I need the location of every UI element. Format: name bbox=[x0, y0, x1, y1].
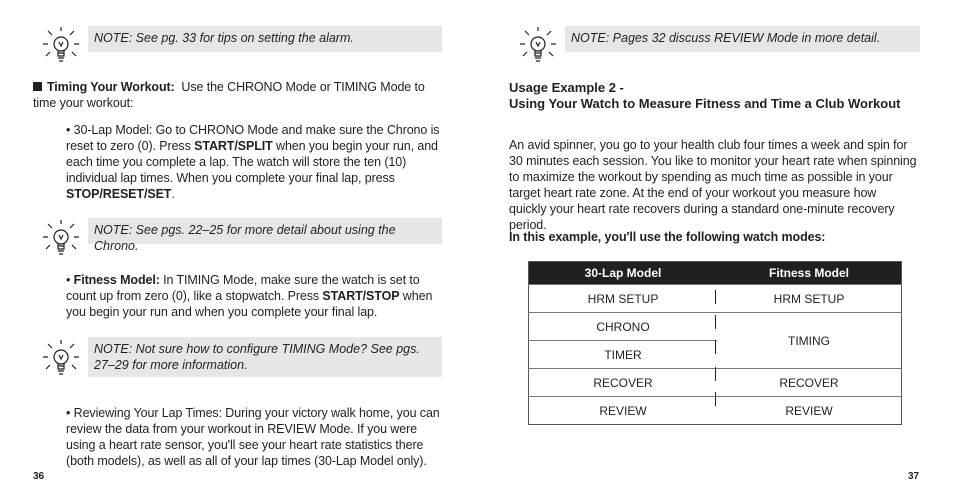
bullet-30-lap-model: • 30-Lap Model: Go to CHRONO Mode and make sure the Chrono is reset to zero (0). Press START/SPLIT when you begin your run, and each time you complete a lap. The watch will store the ten (10) individual lap times. When you complete your final lap, press STOP/RESET/SET. bbox=[66, 123, 440, 201]
table-header-row bbox=[529, 262, 902, 285]
bullet-fitness-model: • Fitness Model: In TIMING Mode, make sure the watch is set to count up from zero (0), like a stopwatch. Press START/STOP when you begin your run and when you complete your final lap. bbox=[66, 273, 433, 319]
fitness-model-label: Fitness Model: bbox=[73, 273, 160, 287]
separator-mark bbox=[715, 290, 716, 304]
key-stop-reset-set: STOP/RESET/SET bbox=[66, 187, 172, 201]
table-cell: RECOVER bbox=[529, 369, 718, 397]
separator-mark bbox=[715, 392, 716, 406]
lightbulb-icon bbox=[517, 25, 559, 69]
separator-mark bbox=[715, 315, 716, 329]
separator-mark bbox=[715, 340, 716, 354]
note-chrono-detail: NOTE: See pgs. 22–25 for more detail about using the Chrono. bbox=[88, 218, 442, 244]
table-cell: REVIEW bbox=[529, 397, 718, 425]
square-bullet-icon bbox=[33, 82, 42, 91]
table-cell: RECOVER bbox=[717, 369, 902, 397]
table-cell: TIMER bbox=[529, 341, 718, 369]
page-number-right: 37 bbox=[908, 471, 920, 482]
timing-text: Use the CHRONO Mode or TIMING Mode to time your workout: bbox=[33, 80, 425, 110]
timing-workout-section bbox=[33, 79, 445, 111]
table-cell: CHRONO bbox=[529, 313, 718, 341]
key-start-split: START/SPLIT bbox=[194, 139, 273, 153]
lightbulb-icon bbox=[40, 218, 82, 262]
note-review-mode: NOTE: Pages 32 discuss REVIEW Mode in more detail. bbox=[565, 26, 920, 52]
page-number-left: 36 bbox=[33, 471, 45, 482]
watch-modes-lead: In this example, you'll use the following watch modes: bbox=[509, 230, 826, 244]
usage-example-heading: Usage Example 2 - Using Your Watch to Measure Fitness and Time a Club Workout bbox=[509, 80, 901, 111]
note-timing-config: NOTE: Not sure how to configure TIMING Mode? See pgs. 27–29 for more information. bbox=[88, 337, 442, 377]
table-cell: HRM SETUP bbox=[717, 285, 902, 313]
lightbulb-icon bbox=[40, 25, 82, 69]
usage-paragraph: An avid spinner, you go to your health club four times a week and spin for 30 minutes each session. You like to monitor your heart rate when spinning to maximize the workout by spending as much time as possible in your target heart rate zone. At the end of your workout you measure how quickly your heart rate recovers during a standard one-minute recovery period. bbox=[509, 138, 917, 232]
key-start-stop: START/STOP bbox=[322, 289, 400, 303]
column-header-fitness: Fitness Model bbox=[717, 262, 902, 285]
table-cell: HRM SETUP bbox=[529, 285, 718, 313]
lightbulb-icon bbox=[40, 338, 82, 382]
note-alarm-tip: NOTE: See pg. 33 for tips on setting the alarm. bbox=[88, 26, 442, 52]
timing-heading: Timing Your Workout: bbox=[47, 80, 175, 94]
separator-mark bbox=[715, 367, 716, 381]
table-cell-timing: TIMING bbox=[717, 313, 902, 369]
table-cell: REVIEW bbox=[717, 397, 902, 425]
bullet-reviewing-lap-times: • Reviewing Your Lap Times: During your victory walk home, you can review the data from your workout in REVIEW Mode. If you were using a heart rate sensor, you'll see your heart rate statistics there (both models), as well as all of your lap times (30-Lap Model only). bbox=[66, 406, 440, 468]
column-header-30-lap: 30-Lap Model bbox=[529, 262, 718, 285]
